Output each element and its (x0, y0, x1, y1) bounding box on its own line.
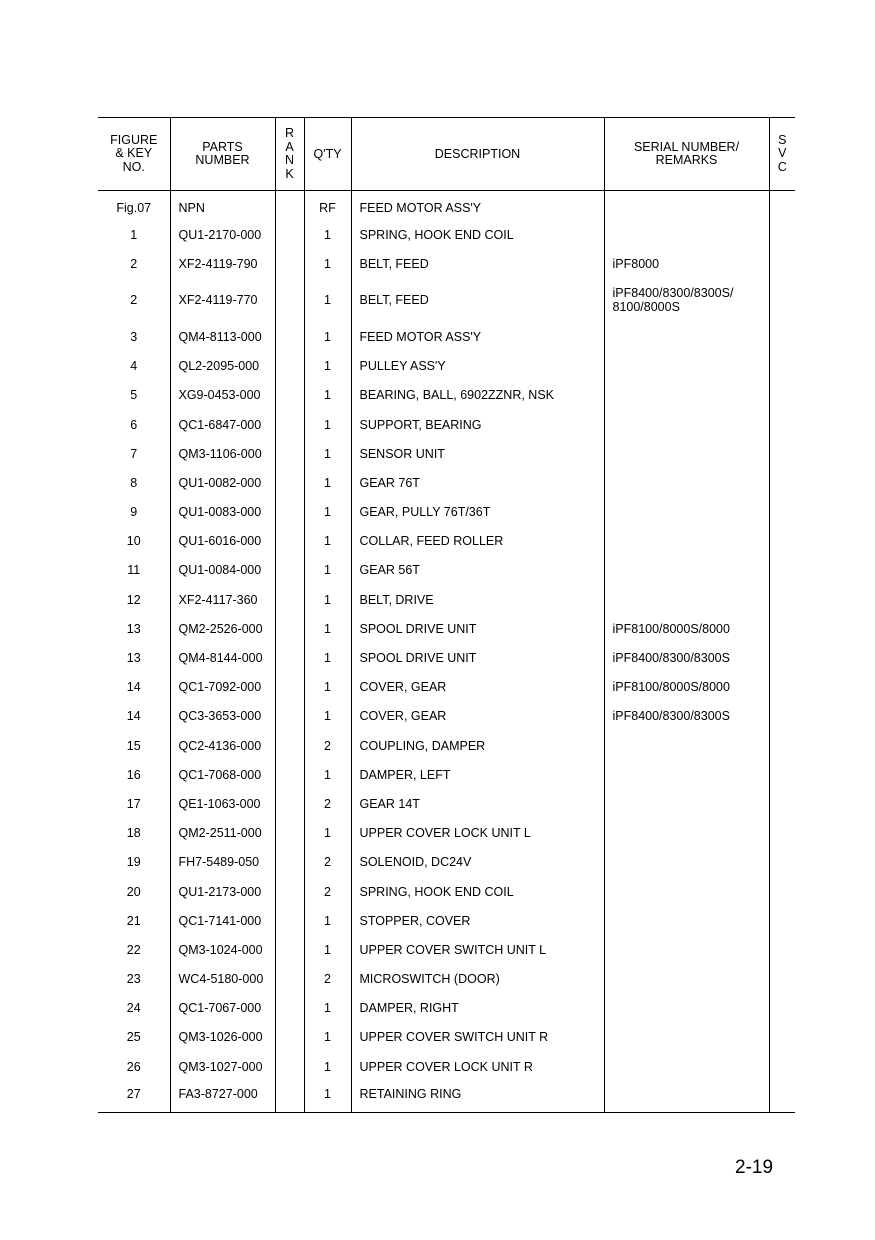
header-parts-number: PARTS NUMBER (170, 118, 275, 191)
part-number-cell: QU1-2170-000 (170, 220, 275, 249)
qty-cell: 1 (304, 643, 351, 672)
part-number-cell: QU1-0083-000 (170, 498, 275, 527)
description-cell: BELT, FEED (351, 249, 604, 278)
svc-cell (769, 1023, 795, 1052)
svc-cell (769, 527, 795, 556)
qty-cell: 1 (304, 410, 351, 439)
figure-key-cell: 6 (130, 417, 138, 432)
remarks-cell (604, 1023, 769, 1052)
qty-cell: 1 (304, 1023, 351, 1052)
figure-key-cell: 14 (126, 680, 141, 695)
part-number-cell: XF2-4119-790 (170, 249, 275, 278)
header-row (98, 118, 795, 191)
remarks-cell (604, 220, 769, 249)
description-cell: COUPLING, DAMPER (351, 731, 604, 760)
table-row (98, 220, 795, 249)
table-row (98, 249, 795, 278)
remark-line: iPF8000 (612, 256, 660, 271)
remarks-cell (604, 498, 769, 527)
remark-line: iPF8100/8000S/8000 (612, 621, 730, 636)
svc-cell (769, 498, 795, 527)
figure-key-cell: 5 (130, 388, 138, 403)
remark-line: iPF8400/8300/8300S (612, 709, 730, 724)
description-cell: GEAR, PULLY 76T/36T (351, 498, 604, 527)
part-number-cell: QM3-1024-000 (170, 935, 275, 964)
part-number-cell: QE1-1063-000 (170, 789, 275, 818)
part-number-cell: XG9-0453-000 (170, 381, 275, 410)
table-row (98, 702, 795, 731)
remarks-cell (604, 381, 769, 410)
svc-cell (769, 381, 795, 410)
description-cell: FEED MOTOR ASS'Y (351, 322, 604, 351)
remark-line: 8100/8000S (612, 300, 680, 315)
table-row (98, 906, 795, 935)
qty-cell: 1 (304, 249, 351, 278)
svc-cell (769, 191, 795, 221)
rank-cell (275, 789, 304, 818)
description-cell: GEAR 14T (351, 789, 604, 818)
qty-cell: 1 (304, 906, 351, 935)
figure-key-cell: 16 (126, 767, 141, 782)
table-row (98, 994, 795, 1023)
rank-cell (275, 760, 304, 789)
part-number-cell: QC1-7067-000 (170, 994, 275, 1023)
table-row (98, 410, 795, 439)
part-number-cell: QC2-4136-000 (170, 731, 275, 760)
remarks-cell (604, 702, 769, 731)
qty-cell: 1 (304, 935, 351, 964)
svc-cell (769, 220, 795, 249)
table-row (98, 498, 795, 527)
table-row (98, 1052, 795, 1081)
qty-cell: 1 (304, 439, 351, 468)
rank-cell (275, 322, 304, 351)
table-row (98, 1023, 795, 1052)
rank-cell (275, 994, 304, 1023)
rank-cell (275, 410, 304, 439)
rank-cell (275, 249, 304, 278)
part-number-cell: XF2-4117-360 (170, 585, 275, 614)
remark-line: iPF8400/8300/8300S (612, 651, 730, 666)
rank-cell (275, 614, 304, 643)
table-row (98, 731, 795, 760)
qty-cell: 2 (304, 965, 351, 994)
qty-cell: 2 (304, 731, 351, 760)
remarks-cell (604, 731, 769, 760)
figure-key-cell: 27 (98, 1081, 170, 1113)
table-row (98, 527, 795, 556)
qty-cell: 1 (304, 760, 351, 789)
svc-cell (769, 789, 795, 818)
header-figure-key-no: FIGURE & KEY NO. (98, 118, 170, 191)
table-row (98, 819, 795, 848)
description-cell: BEARING, BALL, 6902ZZNR, NSK (351, 381, 604, 410)
figure-key-cell: Fig.07 (116, 201, 152, 215)
description-cell: UPPER COVER SWITCH UNIT L (351, 935, 604, 964)
header-rank: R A N K (275, 118, 304, 191)
table-row (98, 556, 795, 585)
parts-table-body (98, 191, 795, 1113)
svc-cell (769, 556, 795, 585)
qty-cell: 1 (304, 556, 351, 585)
description-cell: DAMPER, LEFT (351, 760, 604, 789)
rank-cell (275, 965, 304, 994)
description-cell: STOPPER, COVER (351, 906, 604, 935)
figure-key-cell: 26 (126, 1059, 141, 1074)
remarks-cell (604, 439, 769, 468)
description-cell: COVER, GEAR (351, 673, 604, 702)
figure-key-cell: 12 (126, 592, 141, 607)
qty-cell: 1 (304, 819, 351, 848)
svc-cell (769, 410, 795, 439)
figure-key-cell: 17 (126, 796, 141, 811)
rank-cell (275, 527, 304, 556)
remarks-cell (604, 556, 769, 585)
svc-cell (769, 439, 795, 468)
remark-line: iPF8100/8000S/8000 (612, 680, 730, 695)
rank-cell (275, 468, 304, 497)
remarks-cell (604, 760, 769, 789)
remark-line: iPF8400/8300/8300S/ (612, 286, 734, 301)
qty-cell: 1 (304, 614, 351, 643)
description-cell: BELT, DRIVE (351, 585, 604, 614)
remarks-cell (604, 614, 769, 643)
description-cell: UPPER COVER LOCK UNIT R (351, 1052, 604, 1081)
qty-cell: 1 (304, 381, 351, 410)
rank-cell (275, 1081, 304, 1113)
svc-cell (769, 673, 795, 702)
part-number-cell: QU1-6016-000 (170, 527, 275, 556)
remarks-cell (604, 789, 769, 818)
description-cell: COVER, GEAR (351, 702, 604, 731)
rank-cell (275, 673, 304, 702)
description-cell: SUPPORT, BEARING (351, 410, 604, 439)
svc-cell (769, 935, 795, 964)
figure-key-cell: 10 (126, 534, 141, 549)
qty-cell: RF (304, 191, 351, 221)
header-svc: S V C (769, 118, 795, 191)
description-cell: PULLEY ASS'Y (351, 352, 604, 381)
table-row (98, 760, 795, 789)
table-row (98, 848, 795, 877)
table-row (98, 789, 795, 818)
figure-key-cell: 13 (126, 621, 141, 636)
figure-key-cell: 2 (130, 256, 138, 271)
figure-key-cell: 19 (126, 855, 141, 870)
rank-cell (275, 439, 304, 468)
remarks-cell (604, 673, 769, 702)
figure-key-cell: 18 (126, 826, 141, 841)
remarks-cell (604, 527, 769, 556)
rank-cell (275, 702, 304, 731)
table-row (98, 439, 795, 468)
header-serial-remarks: SERIAL NUMBER/ REMARKS (604, 118, 769, 191)
svc-cell (769, 1081, 795, 1113)
description-cell: DAMPER, RIGHT (351, 994, 604, 1023)
remarks-cell (604, 965, 769, 994)
svc-cell (769, 702, 795, 731)
figure-key-cell: 3 (130, 329, 138, 344)
rank-cell (275, 220, 304, 249)
figure-key-cell: 9 (130, 505, 138, 520)
figure-key-cell: 22 (126, 942, 141, 957)
description-cell: SPRING, HOOK END COIL (351, 877, 604, 906)
description-cell: SOLENOID, DC24V (351, 848, 604, 877)
qty-cell: 1 (304, 702, 351, 731)
header-description: DESCRIPTION (351, 118, 604, 191)
part-number-cell: QM2-2511-000 (170, 819, 275, 848)
svc-cell (769, 322, 795, 351)
rank-cell (275, 906, 304, 935)
table-row (98, 673, 795, 702)
description-cell: GEAR 76T (351, 468, 604, 497)
figure-key-cell: 1 (130, 227, 138, 242)
svc-cell (769, 278, 795, 322)
svc-cell (769, 848, 795, 877)
figure-key-cell: 14 (126, 709, 141, 724)
svc-cell (769, 352, 795, 381)
svc-cell (769, 249, 795, 278)
svc-cell (769, 819, 795, 848)
part-number-cell: QC1-7092-000 (170, 673, 275, 702)
part-number-cell: QU1-2173-000 (170, 877, 275, 906)
rank-cell (275, 731, 304, 760)
qty-cell: 1 (304, 220, 351, 249)
table-row (98, 468, 795, 497)
part-number-cell: QM4-8144-000 (170, 643, 275, 672)
description-cell: GEAR 56T (351, 556, 604, 585)
rank-cell (275, 498, 304, 527)
remarks-cell (604, 468, 769, 497)
figure-key-cell: 21 (126, 913, 141, 928)
part-number-cell: QC1-7141-000 (170, 906, 275, 935)
figure-key-cell: 4 (130, 359, 138, 374)
qty-cell: 1 (304, 278, 351, 322)
qty-cell: 2 (304, 877, 351, 906)
rank-cell (275, 935, 304, 964)
part-number-cell: QM4-8113-000 (170, 322, 275, 351)
figure-key-cell: 24 (126, 1001, 141, 1016)
table-row (98, 1081, 795, 1113)
remarks-cell (604, 643, 769, 672)
remarks-cell (604, 877, 769, 906)
page-number: 2-19 (735, 1157, 774, 1178)
table-row (98, 381, 795, 410)
part-number-cell: QU1-0082-000 (170, 468, 275, 497)
rank-cell (275, 877, 304, 906)
figure-key-cell: 11 (127, 563, 141, 578)
remarks-cell (604, 352, 769, 381)
qty-cell: 1 (304, 322, 351, 351)
description-cell: RETAINING RING (351, 1081, 604, 1113)
part-number-cell: FA3-8727-000 (170, 1081, 275, 1113)
qty-cell: 1 (304, 585, 351, 614)
part-number-cell: NPN (170, 191, 275, 221)
description-cell: BELT, FEED (351, 278, 604, 322)
rank-cell (275, 1052, 304, 1081)
qty-cell: 1 (304, 673, 351, 702)
remarks-cell (604, 819, 769, 848)
qty-cell: 2 (304, 789, 351, 818)
description-cell: COLLAR, FEED ROLLER (351, 527, 604, 556)
table-row (98, 877, 795, 906)
figure-key-cell: 20 (126, 884, 141, 899)
rank-cell (275, 643, 304, 672)
svc-cell (769, 965, 795, 994)
rank-cell (275, 191, 304, 221)
qty-cell: 2 (304, 848, 351, 877)
rank-cell (275, 819, 304, 848)
remarks-cell (604, 1081, 769, 1113)
remarks-cell (604, 1052, 769, 1081)
qty-cell: 1 (304, 1052, 351, 1081)
remarks-cell (604, 322, 769, 351)
qty-cell: 1 (304, 527, 351, 556)
svc-cell (769, 1052, 795, 1081)
part-number-cell: XF2-4119-770 (170, 278, 275, 322)
svc-cell (769, 614, 795, 643)
svc-cell (769, 468, 795, 497)
rank-cell (275, 1023, 304, 1052)
description-cell: UPPER COVER LOCK UNIT L (351, 819, 604, 848)
remarks-cell (604, 249, 769, 278)
figure-key-cell: 15 (126, 738, 141, 753)
qty-cell: 1 (304, 994, 351, 1023)
description-cell: SPOOL DRIVE UNIT (351, 614, 604, 643)
svc-cell (769, 906, 795, 935)
part-number-cell: QC3-3653-000 (170, 702, 275, 731)
part-number-cell: QL2-2095-000 (170, 352, 275, 381)
rank-cell (275, 381, 304, 410)
table-row (98, 643, 795, 672)
part-number-cell: QM3-1027-000 (170, 1052, 275, 1081)
qty-cell: 1 (304, 498, 351, 527)
rank-cell (275, 556, 304, 585)
qty-cell: 1 (304, 468, 351, 497)
figure-key-cell: 23 (126, 972, 141, 987)
part-number-cell: WC4-5180-000 (170, 965, 275, 994)
part-number-cell: QM3-1106-000 (170, 439, 275, 468)
figure-key-cell: 8 (130, 475, 138, 490)
table-row (98, 191, 795, 221)
remarks-cell (604, 278, 769, 322)
remarks-cell (604, 410, 769, 439)
part-number-cell: QM2-2526-000 (170, 614, 275, 643)
part-number-cell: QC1-6847-000 (170, 410, 275, 439)
rank-cell (275, 352, 304, 381)
remarks-cell (604, 585, 769, 614)
remarks-cell (604, 935, 769, 964)
description-cell: SPOOL DRIVE UNIT (351, 643, 604, 672)
part-number-cell: QC1-7068-000 (170, 760, 275, 789)
rank-cell (275, 278, 304, 322)
svc-cell (769, 731, 795, 760)
remarks-cell (604, 994, 769, 1023)
figure-key-cell: 2 (130, 293, 138, 308)
description-cell: MICROSWITCH (DOOR) (351, 965, 604, 994)
figure-key-cell: 13 (126, 651, 141, 666)
table-row (98, 965, 795, 994)
rank-cell (275, 585, 304, 614)
table-row (98, 278, 795, 322)
remarks-cell (604, 906, 769, 935)
part-number-cell: QU1-0084-000 (170, 556, 275, 585)
remarks-cell (604, 848, 769, 877)
part-number-cell: FH7-5489-050 (170, 848, 275, 877)
svc-cell (769, 994, 795, 1023)
svc-cell (769, 643, 795, 672)
description-cell: SENSOR UNIT (351, 439, 604, 468)
description-cell: FEED MOTOR ASS'Y (351, 191, 604, 221)
part-number-cell: QM3-1026-000 (170, 1023, 275, 1052)
rank-cell (275, 848, 304, 877)
svc-cell (769, 760, 795, 789)
table-row (98, 585, 795, 614)
figure-key-cell: 25 (126, 1030, 141, 1045)
parts-table (98, 117, 795, 1113)
qty-cell: 1 (304, 1081, 351, 1113)
svc-cell (769, 585, 795, 614)
svc-cell (769, 877, 795, 906)
description-cell: SPRING, HOOK END COIL (351, 220, 604, 249)
qty-cell: 1 (304, 352, 351, 381)
remarks-cell (604, 191, 769, 221)
table-row (98, 352, 795, 381)
description-cell: UPPER COVER SWITCH UNIT R (351, 1023, 604, 1052)
table-row (98, 322, 795, 351)
header-qty: Q'TY (304, 118, 351, 191)
table-row (98, 935, 795, 964)
table-row (98, 614, 795, 643)
figure-key-cell: 7 (130, 446, 138, 461)
